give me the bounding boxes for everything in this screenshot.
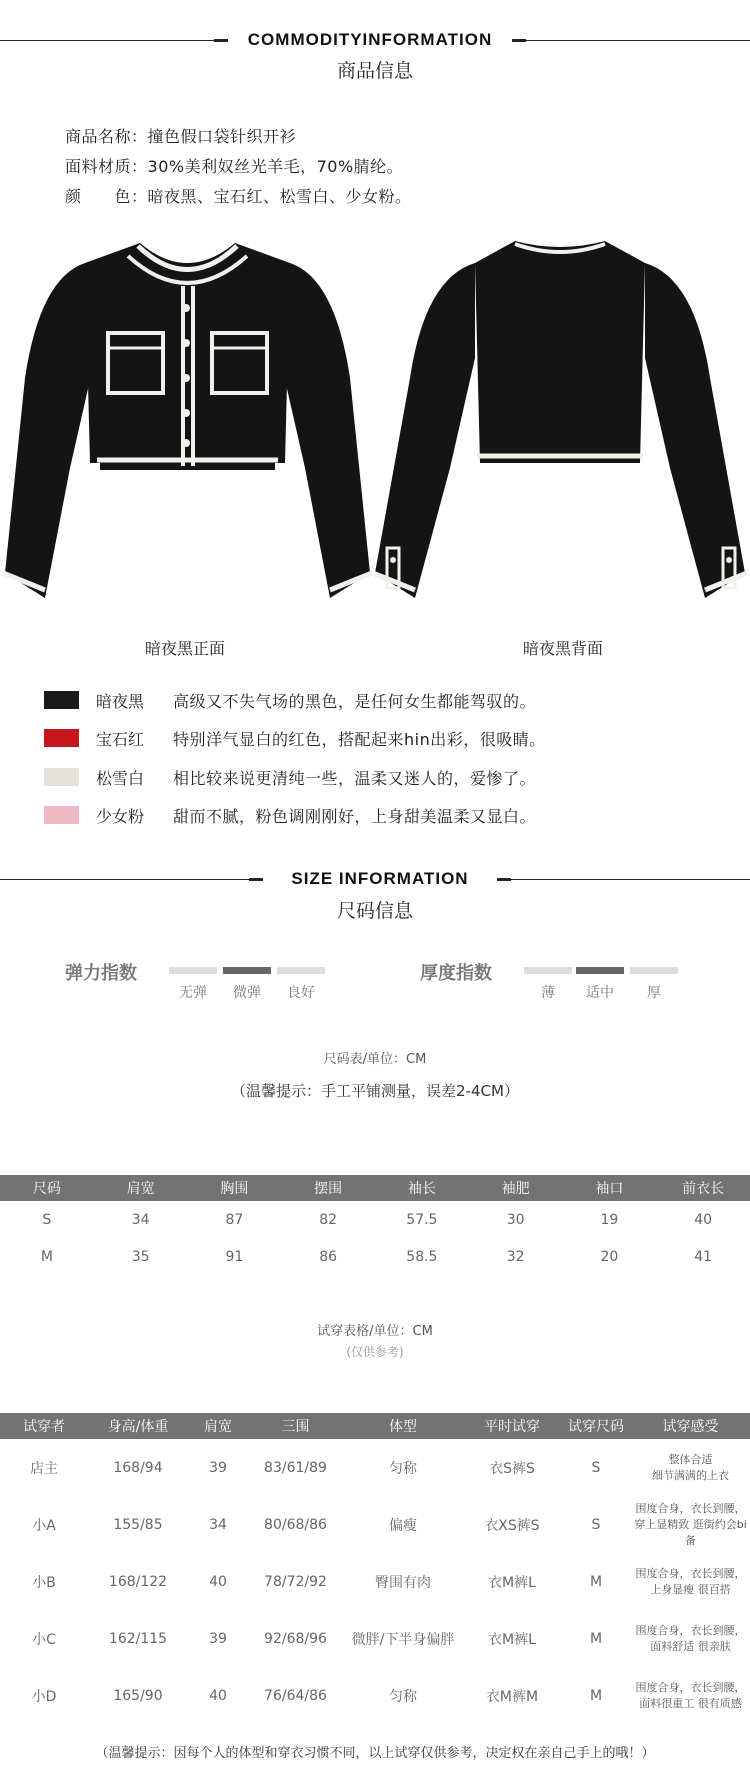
col-header: 三围 (248, 1413, 343, 1439)
cell: 41 (694, 1248, 713, 1265)
cell: 30 (506, 1211, 525, 1228)
col-header: 肩宽 (94, 1175, 188, 1201)
cell: 19 (600, 1211, 619, 1228)
commodity-title-en: COMMODITYINFORMATION (228, 30, 512, 50)
divider-bar (512, 39, 526, 42)
size-table (0, 1175, 750, 1275)
color-name: 松雪白 (96, 769, 145, 788)
photo-caption-front: 暗夜黑正面 (144, 639, 225, 658)
table-row (0, 1553, 750, 1610)
feel-cell (631, 1553, 750, 1610)
elasticity-option: 良好 (287, 985, 315, 1001)
feel-line: 围度合身，衣长到腰， (635, 1501, 746, 1515)
cell: 20 (600, 1248, 619, 1265)
cell: 39 (209, 1459, 227, 1476)
cell: 155/85 (113, 1516, 163, 1533)
info-value: 30%美利奴丝光羊毛，70%腈纶。 (147, 157, 404, 176)
cell: 35 (131, 1248, 150, 1265)
elasticity-option: 无弹 (179, 985, 207, 1001)
elasticity-segment (277, 967, 325, 974)
cell: 小A (32, 1517, 56, 1534)
color-swatch-black (44, 691, 79, 709)
color-swatch-red (44, 729, 79, 747)
cell: 168/122 (108, 1573, 168, 1590)
cell: 32 (506, 1248, 525, 1265)
color-name: 宝石红 (96, 730, 145, 749)
col-header: 试穿感受 (631, 1413, 750, 1439)
info-name (65, 124, 296, 147)
info-value: 撞色假口袋针织开衫 (147, 127, 297, 146)
elasticity-title: 弹力指数 (65, 963, 137, 984)
feel-line: 围度合身，衣长到腰， (635, 1566, 746, 1580)
col-header: 前衣长 (656, 1175, 750, 1201)
size-title-en: SIZE INFORMATION (263, 869, 497, 889)
cell: 臀围有肉 (375, 1574, 431, 1591)
color-desc: 特别洋气显白的红色，搭配起来hin出彩，很吸睛。 (173, 730, 546, 749)
cell: M (589, 1687, 603, 1704)
info-label: 颜 色： (65, 187, 148, 206)
thickness-option: 薄 (541, 985, 555, 1001)
feel-line: 围度合身，衣长到腰， (635, 1680, 746, 1694)
feel-line: 穿上显精致 逛街约会bi备 (634, 1517, 747, 1547)
table-row (0, 1201, 750, 1238)
color-desc: 相比较来说更清纯一些，温柔又迷人的，爱惨了。 (173, 769, 537, 788)
table-row (0, 1610, 750, 1667)
cell: 小D (31, 1688, 57, 1705)
cardigan-back-image (375, 238, 750, 610)
divider-bar (249, 878, 263, 881)
feel-line: 上身显瘦 很百搭 (650, 1582, 731, 1596)
cell: 80/68/86 (264, 1516, 327, 1533)
try-table-sub: (仅供参考) (346, 1345, 404, 1359)
commodity-title-cn: 商品信息 (336, 60, 413, 82)
cell: 58.5 (406, 1248, 438, 1265)
try-table-unit: 试穿表格/单位：CM (317, 1324, 433, 1339)
col-header: 身高/体重 (88, 1413, 188, 1439)
cell: 34 (209, 1516, 227, 1533)
col-header: 尺码 (0, 1175, 94, 1201)
thickness-segment (524, 967, 572, 974)
color-desc: 高级又不失气场的黑色，是任何女生都能驾驭的。 (173, 692, 537, 711)
cell: 衣M裤M (485, 1688, 539, 1705)
feel-cell (631, 1439, 750, 1496)
info-label: 面料材质： (65, 157, 148, 176)
footer-tip: （温馨提示：因每个人的体型和穿衣习惯不同，以上试穿仅供参考，决定权在亲自己手上的哦！） (95, 1746, 655, 1761)
feel-cell (631, 1667, 750, 1724)
cell: 衣XS裤S (484, 1517, 540, 1534)
cell: 57.5 (406, 1211, 438, 1228)
cell: 衣S裤S (489, 1460, 535, 1477)
cell: 162/115 (108, 1630, 168, 1647)
divider-bar (214, 39, 228, 42)
cell: S (591, 1459, 601, 1476)
feel-line: 细节满满的上衣 (652, 1468, 729, 1482)
cell: 小C (32, 1631, 56, 1648)
cell: 衣M裤L (488, 1574, 536, 1591)
col-header: 试穿尺码 (561, 1413, 631, 1439)
feel-line: 围度合身，衣长到腰， (635, 1623, 746, 1637)
size-title-cn: 尺码信息 (336, 900, 413, 922)
col-header: 试穿者 (0, 1413, 88, 1439)
cell: M (589, 1573, 603, 1590)
color-swatch-pink (44, 806, 79, 824)
table-row (0, 1667, 750, 1724)
thickness-title: 厚度指数 (420, 963, 492, 984)
col-header: 平时试穿 (463, 1413, 561, 1439)
try-table-header (0, 1413, 750, 1439)
table-row (0, 1238, 750, 1275)
cell: 76/64/86 (264, 1687, 327, 1704)
cell: 165/90 (113, 1687, 163, 1704)
product-photo-front (0, 238, 375, 610)
cardigan-front-image (0, 238, 375, 610)
thickness-segment-selected (576, 967, 624, 974)
cell: 83/61/89 (264, 1459, 327, 1476)
cell: S (591, 1516, 601, 1533)
color-name: 少女粉 (96, 807, 145, 826)
feel-line: 面料很重工 很有质感 (639, 1696, 742, 1710)
cell: 78/72/92 (264, 1573, 327, 1590)
elasticity-segment-selected (223, 967, 271, 974)
col-header: 袖长 (375, 1175, 469, 1201)
color-swatch-white (44, 768, 79, 786)
color-desc: 甜而不腻，粉色调刚刚好，上身甜美温柔又显白。 (173, 807, 537, 826)
cell: 87 (225, 1211, 244, 1228)
cell: 衣M裤L (488, 1631, 536, 1648)
elasticity-option: 微弹 (233, 985, 261, 1001)
cell: 39 (209, 1630, 227, 1647)
cell: 34 (131, 1211, 150, 1228)
cell: S (42, 1211, 52, 1228)
cell: 匀称 (389, 1460, 417, 1477)
cell: 82 (319, 1211, 338, 1228)
info-color (65, 184, 412, 207)
cell: 40 (209, 1687, 227, 1704)
col-header: 体型 (343, 1413, 463, 1439)
cell: 92/68/96 (264, 1630, 327, 1647)
try-on-table (0, 1413, 750, 1724)
cell: 店主 (30, 1460, 58, 1477)
table-row (0, 1496, 750, 1553)
thickness-option: 适中 (586, 985, 614, 1001)
size-table-tip: （温馨提示：手工平铺测量，误差2-4CM） (231, 1082, 519, 1100)
col-header: 肩宽 (188, 1413, 248, 1439)
thickness-segment (630, 967, 678, 974)
col-header: 袖肥 (469, 1175, 563, 1201)
cell: 168/94 (113, 1459, 163, 1476)
cell: 91 (225, 1248, 244, 1265)
product-photo-back (375, 238, 750, 610)
size-table-header (0, 1175, 750, 1201)
size-table-unit: 尺码表/单位：CM (323, 1052, 427, 1067)
cell: M (589, 1630, 603, 1647)
col-header: 摆围 (281, 1175, 375, 1201)
cell: M (40, 1248, 53, 1265)
feel-cell (631, 1610, 750, 1667)
thickness-option: 厚 (647, 985, 661, 1001)
elasticity-segment (169, 967, 217, 974)
table-row (0, 1439, 750, 1496)
info-label: 商品名称： (65, 127, 148, 146)
cell: 匀称 (389, 1688, 417, 1705)
info-material (65, 154, 403, 177)
divider-bar (497, 878, 511, 881)
cell: 86 (319, 1248, 338, 1265)
cell: 40 (694, 1211, 713, 1228)
feel-line: 面料舒适 很亲肤 (650, 1639, 731, 1653)
cell: 偏瘦 (389, 1517, 417, 1534)
info-value: 暗夜黑、宝石红、松雪白、少女粉。 (147, 187, 412, 206)
col-header: 袖口 (563, 1175, 657, 1201)
color-name: 暗夜黑 (96, 692, 145, 711)
photo-caption-back: 暗夜黑背面 (522, 639, 603, 658)
col-header: 胸围 (188, 1175, 282, 1201)
cell: 小B (32, 1574, 56, 1591)
feel-cell (631, 1496, 750, 1553)
cell: 微胖/下半身偏胖 (351, 1631, 455, 1648)
cell: 40 (209, 1573, 227, 1590)
feel-line: 整体合适 (668, 1452, 713, 1466)
